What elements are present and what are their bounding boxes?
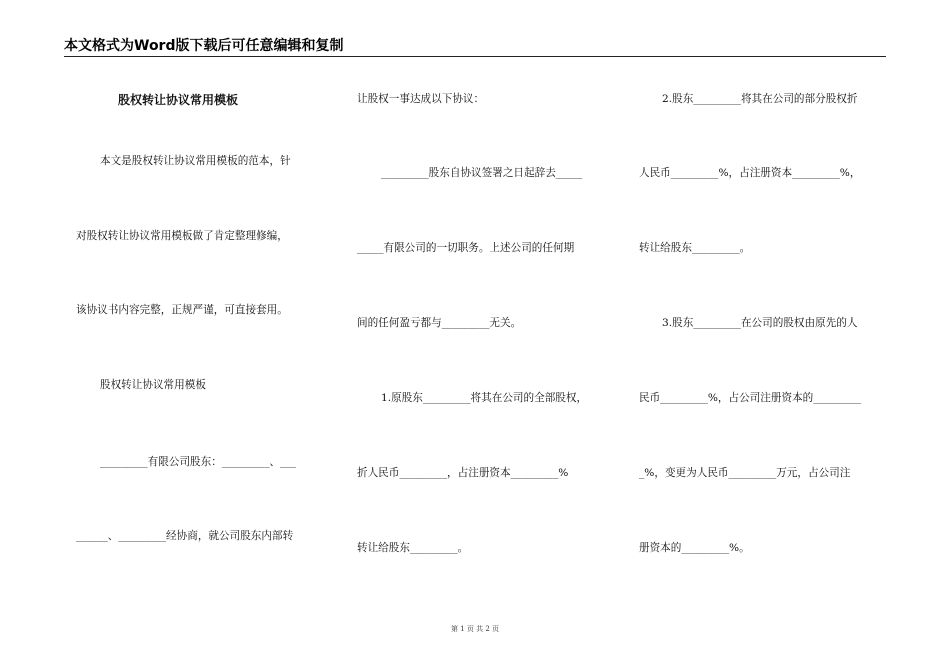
paragraph-line: 民币_________%，占公司注册资本的_________ bbox=[639, 392, 861, 404]
paragraph-line: 本文是股权转让协议常用模板的范本，针 bbox=[100, 155, 291, 167]
paragraph-line: _____有限公司的一切职务。上述公司的任何期 bbox=[357, 242, 575, 254]
paragraph-line: 让股权一事达成以下协议： bbox=[357, 93, 485, 105]
section-heading: 股权转让协议常用模板 bbox=[100, 379, 206, 391]
document-title: 股权转让协议常用模板 bbox=[118, 93, 239, 107]
paragraph-line: 转让给股东_________。 bbox=[357, 542, 469, 554]
paragraph-line: 1.原股东_________将其在公司的全部股权， bbox=[381, 392, 588, 404]
header-title: 本文格式为Word版下载后可任意编辑和复制 bbox=[64, 38, 344, 54]
paragraph-line: 转让给股东_________。 bbox=[639, 242, 751, 254]
page-header bbox=[64, 34, 886, 57]
paragraph-line: 3.股东_________在公司的股权由原先的人 bbox=[662, 317, 858, 329]
paragraph-line: ______、_________经协商，就公司股东内部转 bbox=[76, 530, 294, 542]
paragraph-line: 2.股东_________将其在公司的部分股权折 bbox=[662, 93, 858, 105]
paragraph-line: 该协议书内容完整，正规严谨，可直接套用。 bbox=[76, 304, 288, 316]
paragraph-line: 人民币_________%，占注册资本_________%， bbox=[639, 167, 861, 179]
paragraph-line: _________有限公司股东：_________、___ bbox=[100, 456, 296, 468]
paragraph-line: 折人民币_________，占注册资本_________% bbox=[357, 467, 569, 479]
paragraph-line: _________股东自协议签署之日起辞去_____ bbox=[381, 167, 583, 179]
paragraph-line: 对股权转让协议常用模板做了肯定整理修编， bbox=[76, 230, 288, 242]
paragraph-line: 册资本的_________%。 bbox=[639, 542, 750, 554]
page-number: 第 1 页 共 2 页 bbox=[450, 625, 500, 633]
paragraph-line: _%，变更为人民币_________万元，占公司注 bbox=[639, 467, 851, 479]
paragraph-line: 间的任何盈亏都与_________无关。 bbox=[357, 317, 522, 329]
